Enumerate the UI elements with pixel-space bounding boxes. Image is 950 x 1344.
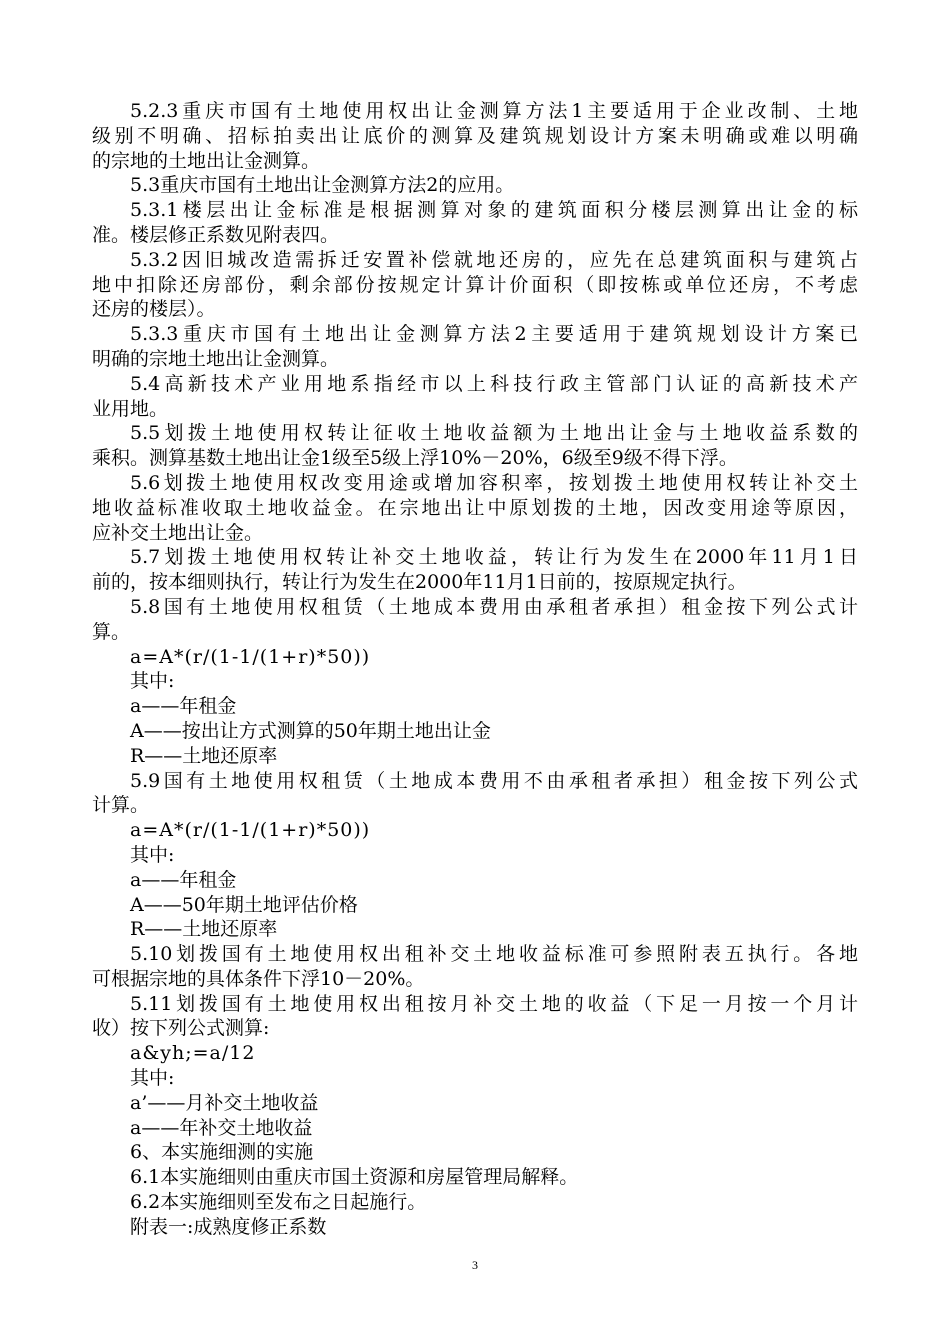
text-line: 还房的楼层）。 xyxy=(92,298,216,321)
text-line: 6、本实施细测的实施 xyxy=(130,1141,314,1164)
text-line: 其中: xyxy=(130,670,175,693)
text-line: 5.2.3重庆市国有土地使用权出让金测算方法1主要适用于企业改制、土地 xyxy=(130,100,858,122)
text-line: 级别不明确、招标拍卖出让底价的测算及建筑规划设计方案未明确或难以明确 xyxy=(92,124,858,147)
text-line: 算。 xyxy=(92,620,131,643)
text-line: R——土地还原率 xyxy=(130,744,278,767)
text-line: 5.9国有土地使用权租赁（土地成本费用不由承租者承担）租金按下列公式 xyxy=(130,769,858,792)
text-line: 5.3.1楼层出让金标准是根据测算对象的建筑面积分楼层测算出让金的标 xyxy=(130,199,858,222)
text-line: 前的，按本细则执行，转让行为发生在2000年11月1日前的，按原规定执行。 xyxy=(92,571,747,594)
text-line: 乘积。测算基数土地出让金1级至5级上浮10%－20%，6级至9级不得下浮。 xyxy=(92,447,738,470)
text-line: A——按出让方式测算的50年期土地出让金 xyxy=(130,719,491,742)
text-line: 明确的宗地土地出让金测算。 xyxy=(92,347,340,370)
text-line: 5.5划拨土地使用权转让征收土地收益额为土地出让金与土地收益系数的 xyxy=(130,422,858,445)
formula-line: a=A*(r/(1-1/(1+r)*50)) xyxy=(130,645,371,668)
text-line: 收）按下列公式测算: xyxy=(92,1017,270,1040)
text-line: 其中: xyxy=(130,843,175,866)
text-line: 5.3重庆市国有土地出让金测算方法2的应用。 xyxy=(130,174,515,197)
text-line: 5.3.3重庆市国有土地出让金测算方法2主要适用于建筑规划设计方案已 xyxy=(130,323,858,346)
text-line: 准。楼层修正系数见附表四。 xyxy=(92,223,340,246)
text-line: a——年补交土地收益 xyxy=(130,1116,313,1139)
text-line: 5.3.2因旧城改造需拆迁安置补偿就地还房的，应先在总建筑面积与建筑占 xyxy=(130,248,858,271)
text-line: 业用地。 xyxy=(92,397,169,420)
text-line: 5.6划拨土地使用权改变用途或增加容积率，按划拨土地使用权转让补交土 xyxy=(130,471,858,494)
text-line: 6.1本实施细则由重庆市国土资源和房屋管理局解释。 xyxy=(130,1166,579,1189)
text-line: 附表一:成熟度修正系数 xyxy=(130,1215,327,1238)
text-line: 5.8国有土地使用权租赁（土地成本费用由承租者承担）租金按下列公式计 xyxy=(130,595,858,618)
text-line: 可根据宗地的具体条件下浮10－20%。 xyxy=(92,967,425,990)
text-line: R——土地还原率 xyxy=(130,918,278,941)
formula-line: a&yh;=a/12 xyxy=(130,1042,256,1065)
page-number: 3 xyxy=(472,1258,478,1272)
text-line: 的宗地的土地出让金测算。 xyxy=(92,149,321,172)
text-line: 5.4高新技术产业用地系指经市以上科技行政主管部门认证的高新技术产 xyxy=(130,372,858,395)
text-line: 地中扣除还房部份，剩余部份按规定计算计价面积（即按栋或单位还房，不考虑 xyxy=(92,273,858,296)
text-line: 地收益标准收取土地收益金。在宗地出让中原划拨的土地，因改变用途等原因， xyxy=(92,496,858,519)
text-line: a——年租金 xyxy=(130,695,237,718)
text-line: 5.7划拨土地使用权转让补交土地收益，转让行为发生在2000年11月1日 xyxy=(130,546,858,569)
document-body xyxy=(92,99,858,1240)
text-line: 应补交土地出让金。 xyxy=(92,521,264,544)
text-line: 其中: xyxy=(130,1067,175,1090)
text-line: 5.10划拨国有土地使用权出租补交土地收益标准可参照附表五执行。各地 xyxy=(130,943,858,966)
text-line: 计算。 xyxy=(92,794,150,817)
text-line: a——年租金 xyxy=(130,868,237,891)
text-line: A——50年期土地评估价格 xyxy=(130,893,358,916)
text-line: 5.11划拨国有土地使用权出租按月补交土地的收益（下足一月按一个月计 xyxy=(130,992,858,1015)
formula-line: a=A*(r/(1-1/(1+r)*50)) xyxy=(130,819,371,842)
text-line: 6.2本实施细则至发布之日起施行。 xyxy=(130,1191,427,1214)
text-line: a’——月补交土地收益 xyxy=(130,1091,319,1114)
